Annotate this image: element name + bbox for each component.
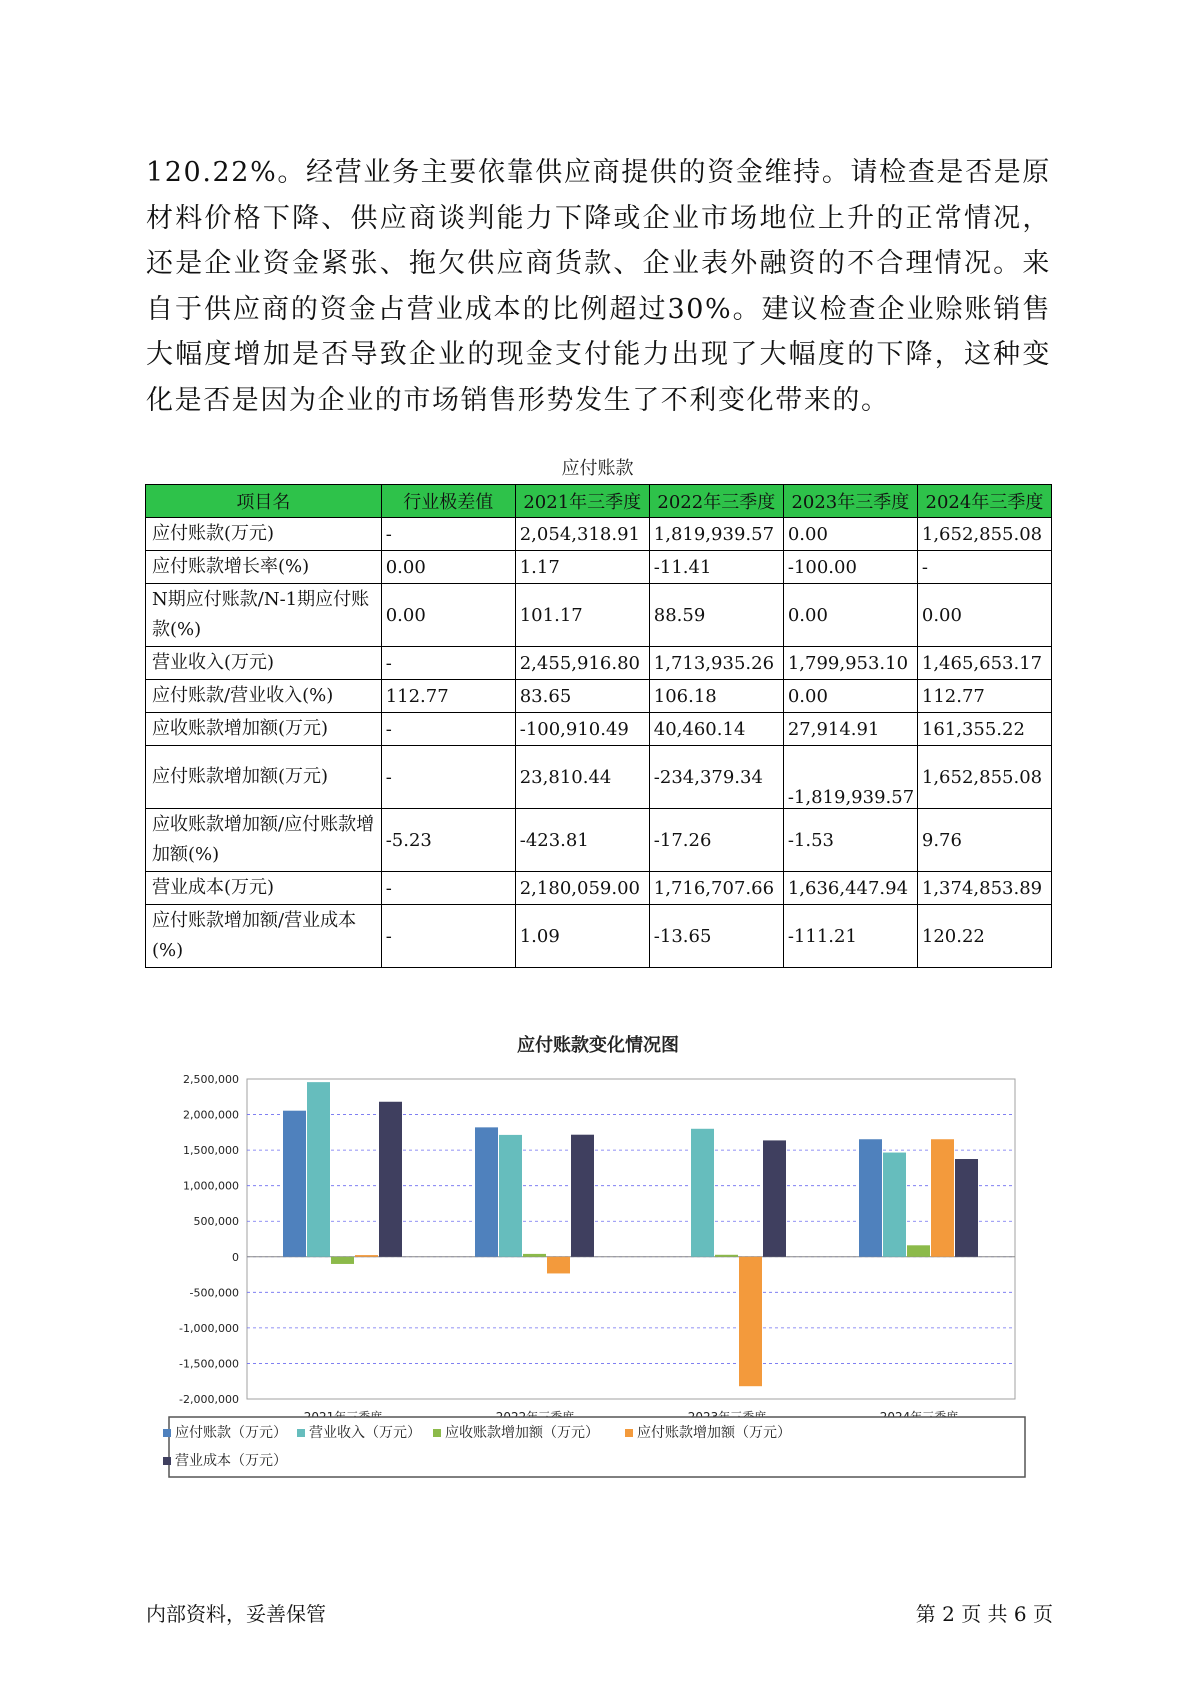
table-cell: 112.77 bbox=[917, 680, 1051, 713]
table-cell: 2,180,059.00 bbox=[515, 872, 649, 905]
table-row bbox=[146, 518, 1052, 551]
legend-label: 营业成本（万元） bbox=[175, 1453, 287, 1469]
bar bbox=[715, 1255, 738, 1257]
table-cell: -1.53 bbox=[783, 809, 917, 872]
table-row bbox=[146, 584, 1052, 647]
table-cell: 88.59 bbox=[649, 584, 783, 647]
table-row bbox=[146, 680, 1052, 713]
table-cell: - bbox=[917, 551, 1051, 584]
y-axis-ticks bbox=[179, 1073, 239, 1406]
bar bbox=[475, 1127, 498, 1256]
bar bbox=[739, 1257, 762, 1386]
chart-title: 应付账款变化情况图 bbox=[517, 1035, 679, 1056]
table-cell: -100.00 bbox=[783, 551, 917, 584]
col-header-item: 项目名 bbox=[146, 485, 382, 518]
bar bbox=[379, 1102, 402, 1257]
table-cell: 1,652,855.08 bbox=[917, 746, 1051, 809]
table-cell: 23,810.44 bbox=[515, 746, 649, 809]
bar bbox=[283, 1111, 306, 1257]
bar bbox=[907, 1245, 930, 1256]
legend-label: 应付账款（万元） bbox=[175, 1425, 287, 1441]
table-cell: - bbox=[381, 518, 515, 551]
table-cell: 27,914.91 bbox=[783, 713, 917, 746]
table-cell: -5.23 bbox=[381, 809, 515, 872]
table-cell: 1,799,953.10 bbox=[783, 647, 917, 680]
bar bbox=[307, 1082, 330, 1257]
table-cell: 0.00 bbox=[381, 584, 515, 647]
col-header-2024q3: 2024年三季度 bbox=[917, 485, 1051, 518]
bar bbox=[523, 1254, 546, 1257]
table-cell: 0.00 bbox=[381, 551, 515, 584]
table-cell: 101.17 bbox=[515, 584, 649, 647]
table-cell: 1,374,853.89 bbox=[917, 872, 1051, 905]
table-header-row bbox=[146, 485, 1052, 518]
table-cell: 9.76 bbox=[917, 809, 1051, 872]
payables-table bbox=[145, 484, 1052, 968]
table-cell: -11.41 bbox=[649, 551, 783, 584]
table-cell: 1,713,935.26 bbox=[649, 647, 783, 680]
table-cell: 1,636,447.94 bbox=[783, 872, 917, 905]
y-tick-label: -2,000,000 bbox=[179, 1393, 239, 1406]
table-cell: - bbox=[381, 647, 515, 680]
legend-label: 营业收入（万元） bbox=[309, 1425, 421, 1441]
bar bbox=[499, 1135, 522, 1257]
y-tick-label: 2,000,000 bbox=[183, 1108, 239, 1122]
row-label: 应付账款增加额(万元) bbox=[146, 746, 382, 809]
table-cell: 112.77 bbox=[381, 680, 515, 713]
table-cell: -13.65 bbox=[649, 905, 783, 968]
table-cell: 1.09 bbox=[515, 905, 649, 968]
row-label: 营业成本(万元) bbox=[146, 872, 382, 905]
row-label: 应付账款增加额/营业成本(%) bbox=[146, 905, 382, 968]
table-row bbox=[146, 809, 1052, 872]
table-row bbox=[146, 551, 1052, 584]
table-cell: 0.00 bbox=[783, 680, 917, 713]
table-cell: 40,460.14 bbox=[649, 713, 783, 746]
bar bbox=[955, 1159, 978, 1257]
row-label: 应收账款增加额/应付账款增加额(%) bbox=[146, 809, 382, 872]
col-header-range: 行业极差值 bbox=[381, 485, 515, 518]
table-cell: 106.18 bbox=[649, 680, 783, 713]
table-title: 应付账款 bbox=[561, 458, 634, 479]
chart-svg bbox=[145, 1025, 1051, 1485]
table-cell: - bbox=[381, 713, 515, 746]
col-header-2023q3: 2023年三季度 bbox=[783, 485, 917, 518]
table-cell: -111.21 bbox=[783, 905, 917, 968]
table-cell: 83.65 bbox=[515, 680, 649, 713]
table-cell: 1.17 bbox=[515, 551, 649, 584]
table-cell: -1,819,939.57 bbox=[783, 746, 917, 809]
footer-page-number: 第 2 页 共 6 页 bbox=[915, 1602, 1053, 1626]
y-tick-label: -500,000 bbox=[189, 1286, 239, 1300]
table-cell: -423.81 bbox=[515, 809, 649, 872]
payables-chart bbox=[145, 1025, 1051, 1485]
table-cell: 0.00 bbox=[783, 584, 917, 647]
row-label: 营业收入(万元) bbox=[146, 647, 382, 680]
row-label: 应付账款增长率(%) bbox=[146, 551, 382, 584]
table-cell: - bbox=[381, 905, 515, 968]
table-cell: 0.00 bbox=[917, 584, 1051, 647]
table-row bbox=[146, 713, 1052, 746]
col-header-2022q3: 2022年三季度 bbox=[649, 485, 783, 518]
table-row bbox=[146, 647, 1052, 680]
y-tick-label: -1,000,000 bbox=[179, 1321, 239, 1335]
table-cell: -17.26 bbox=[649, 809, 783, 872]
legend-swatch bbox=[163, 1429, 171, 1437]
row-label: N期应付账款/N-1期应付账款(%) bbox=[146, 584, 382, 647]
table-cell: - bbox=[381, 746, 515, 809]
bar bbox=[547, 1257, 570, 1274]
table-cell: 1,465,653.17 bbox=[917, 647, 1051, 680]
legend-swatch bbox=[625, 1429, 633, 1437]
legend-swatch bbox=[433, 1429, 441, 1437]
y-tick-label: 1,500,000 bbox=[183, 1144, 239, 1158]
y-tick-label: 500,000 bbox=[193, 1215, 239, 1229]
table-cell: 2,054,318.91 bbox=[515, 518, 649, 551]
table-cell: -234,379.34 bbox=[649, 746, 783, 809]
table-row bbox=[146, 872, 1052, 905]
table-cell: - bbox=[381, 872, 515, 905]
y-tick-label: 0 bbox=[232, 1250, 239, 1264]
bar bbox=[331, 1257, 354, 1264]
legend-label: 应收账款增加额（万元） bbox=[445, 1425, 599, 1441]
y-tick-label: 1,000,000 bbox=[183, 1179, 239, 1193]
table-row bbox=[146, 905, 1052, 968]
table-cell: 120.22 bbox=[917, 905, 1051, 968]
bar bbox=[355, 1255, 378, 1257]
bar bbox=[691, 1129, 714, 1257]
bar bbox=[571, 1135, 594, 1257]
y-tick-label: 2,500,000 bbox=[183, 1073, 239, 1086]
table-cell: 1,716,707.66 bbox=[649, 872, 783, 905]
table-cell: 0.00 bbox=[783, 518, 917, 551]
row-label: 应付账款(万元) bbox=[146, 518, 382, 551]
table-cell: 2,455,916.80 bbox=[515, 647, 649, 680]
legend-swatch bbox=[163, 1457, 171, 1465]
col-header-2021q3: 2021年三季度 bbox=[515, 485, 649, 518]
legend-label: 应付账款增加额（万元） bbox=[637, 1425, 791, 1441]
bar bbox=[763, 1140, 786, 1256]
table-cell: -100,910.49 bbox=[515, 713, 649, 746]
row-label: 应收账款增加额(万元) bbox=[146, 713, 382, 746]
y-tick-label: -1,500,000 bbox=[179, 1357, 239, 1371]
bar bbox=[931, 1139, 954, 1257]
row-label: 应付账款/营业收入(%) bbox=[146, 680, 382, 713]
table-cell: 161,355.22 bbox=[917, 713, 1051, 746]
table-cell: 1,652,855.08 bbox=[917, 518, 1051, 551]
footer-confidential: 内部资料，妥善保管 bbox=[146, 1602, 326, 1626]
legend-swatch bbox=[297, 1429, 305, 1437]
table-row bbox=[146, 746, 1052, 809]
body-paragraph: 120.22%。经营业务主要依靠供应商提供的资金维持。请检查是否是原材料价格下降、供应商谈判能力下降或企业市场地位上升的正常情况，还是企业资金紧张、拖欠供应商货款、企业表外融资的不合理情况。来自于供应商的资金占营业成本的比例超过30%。建议检查企业赊账销售大幅度增加是否导致企业的现金支付能力出现了大幅度的下降，这种变化是否是因为企业的市场销售形势发生了不利变化带来的。 bbox=[146, 157, 1051, 416]
bar bbox=[859, 1139, 882, 1257]
bar bbox=[883, 1153, 906, 1257]
table-cell: 1,819,939.57 bbox=[649, 518, 783, 551]
